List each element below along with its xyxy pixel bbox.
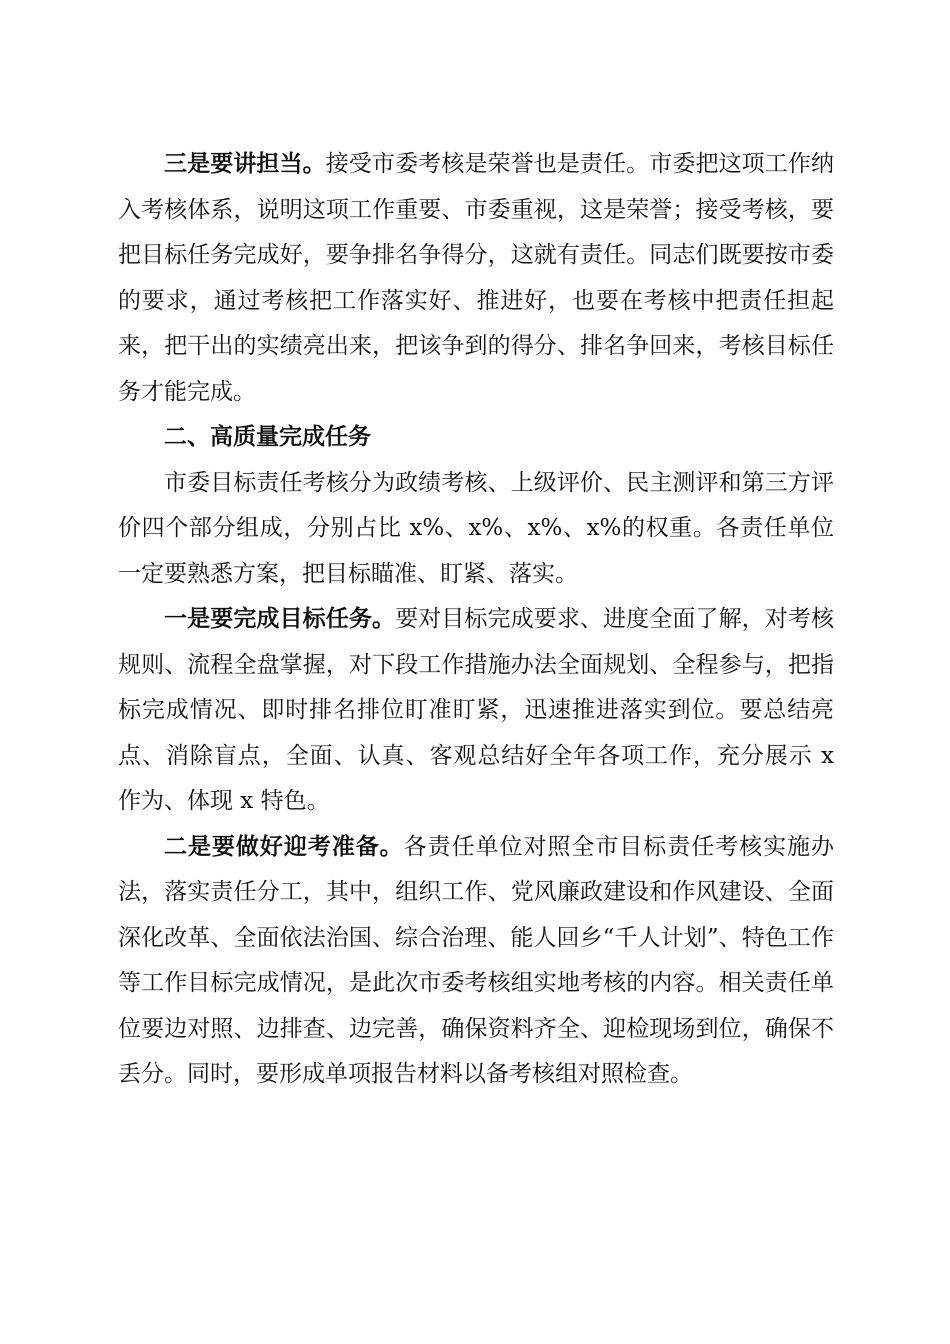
paragraph-assessment-overview	[118, 461, 834, 598]
paragraph-text: 要对目标完成要求、进度全面了解，对考核规则、流程全盘掌握，对下段工作措施办法全面规划、全程参与，把指标完成情况、即时排名排位盯准盯紧，迅速推进落实到位。要总结亮点、消除盲点，全面、认真、客观总结好全年各项工作，充分展示 x 作为、体现 x 特色。	[118, 606, 835, 814]
paragraph-lead: 一是要完成目标任务。	[164, 606, 396, 632]
paragraph-prepare-inspection	[118, 825, 834, 1098]
paragraph-take-responsibility	[118, 142, 834, 415]
section-heading: 二、高质量完成任务	[164, 424, 371, 450]
paragraph-text: 接受市委考核是荣誉也是责任。市委把这项工作纳入考核体系，说明这项工作重要、市委重视，这是荣誉；接受考核，要把目标任务完成好，要争排名争得分，这就有责任。同志们既要按市委的要求，通过考核把工作落实好、推进好，也要在考核中把责任担起来，把干出的实绩亮出来，把该争到的得分、排名争回来，考核目标任务才能完成。	[118, 151, 835, 405]
document-body	[118, 142, 834, 1098]
paragraph-lead: 三是要讲担当。	[164, 151, 326, 177]
paragraph-complete-targets	[118, 597, 834, 825]
paragraph-lead: 二是要做好迎考准备。	[164, 833, 404, 860]
paragraph-text: 各责任单位对照全市目标责任考核实施办法，落实责任分工，其中，组织工作、党风廉政建设和作风建设、全面深化改革、全面依法治国、综合治理、能人回乡“千人计划”、特色工作等工作目标完成情况，是此次市委考核组实地考核的内容。相关责任单位要边对照、边排查、边完善，确保资料齐全、迎检现场到位，确保不丢分。同时，要形成单项报告材料以备考核组对照检查。	[118, 833, 835, 1087]
paragraph-text: 市委目标责任考核分为政绩考核、上级评价、民主测评和第三方评价四个部分组成，分别占比 x%、x%、x%、x%的权重。各责任单位一定要熟悉方案，把目标瞄准、盯紧、落实。	[118, 469, 834, 587]
